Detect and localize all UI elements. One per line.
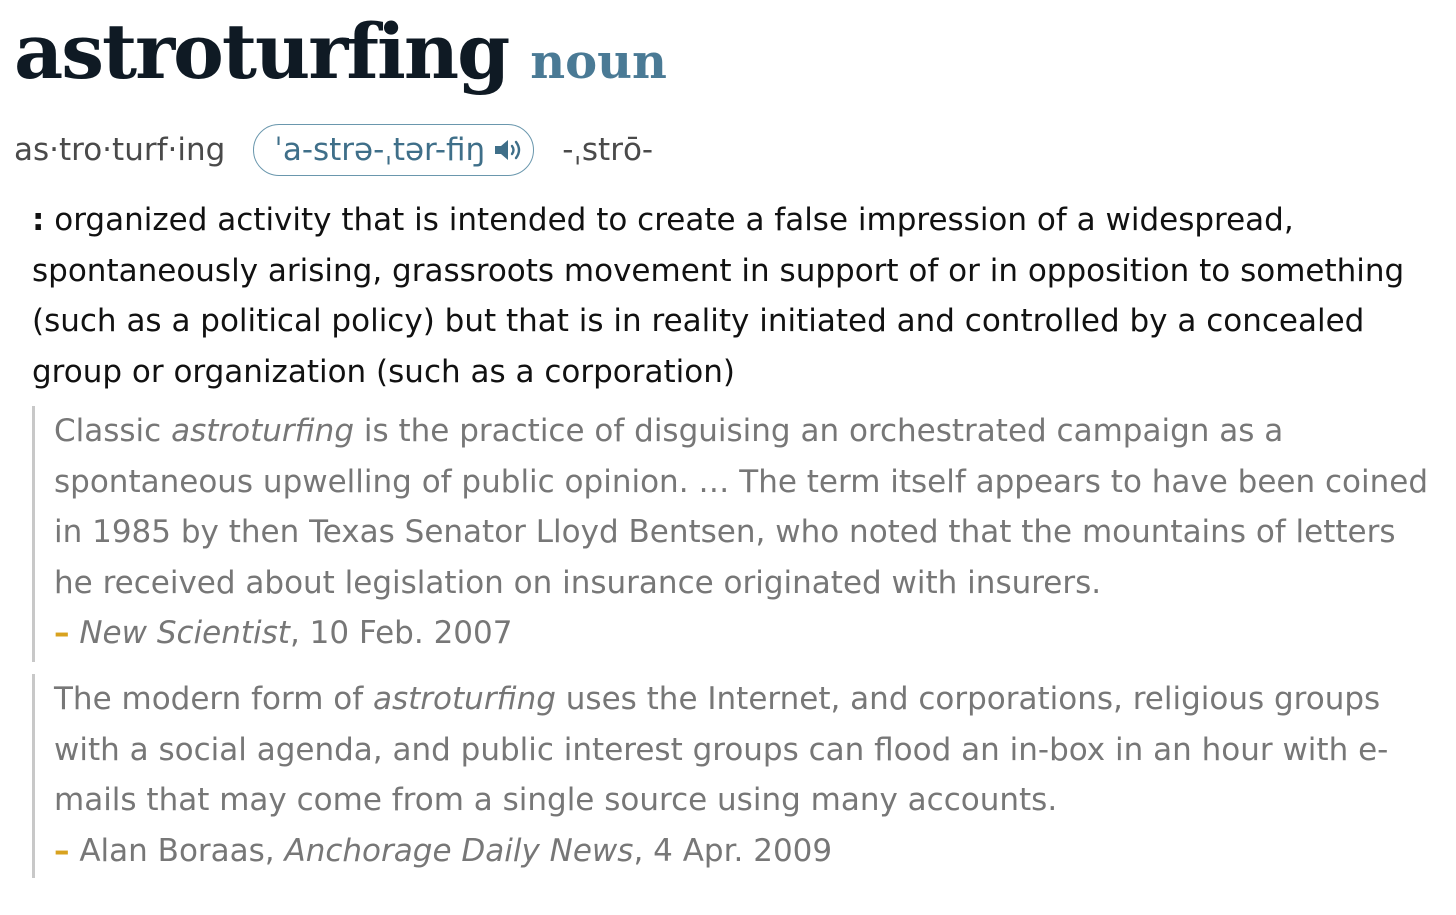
pronunciation-row: [14, 122, 653, 178]
example-term: astroturfing: [373, 681, 556, 717]
credit-author: Alan Boraas,: [69, 832, 285, 869]
pronunciation-text: ˈa-strə-ˌtər-fiŋ: [274, 132, 486, 168]
example-sentence: [32, 406, 1432, 662]
example-credit: [54, 826, 1432, 877]
headword: astroturfing: [14, 7, 509, 96]
definition: [32, 195, 1432, 397]
example-sentence: [32, 674, 1432, 878]
credit-dash: –: [54, 615, 70, 651]
credit-source: Anchorage Daily News: [284, 832, 634, 869]
alternate-pronunciation: -ˌstrō-: [562, 132, 654, 168]
example-text: The modern form of: [54, 681, 373, 717]
pronunciation-audio-button[interactable]: [253, 124, 534, 176]
example-text: uses the Internet, and corporations, religious groups with a social agenda, and public interest groups can flood an in-box in an hour with e-mails that may come from a single source using many accounts.: [54, 681, 1389, 818]
credit-dash: –: [54, 832, 70, 869]
credit-date: , 4 Apr. 2009: [633, 832, 833, 869]
example-text: is the practice of disguising an orchestrated campaign as a spontaneous upwelling of public opinion. … The term itself appears to have been coined in 1985 by then Texas Senator Lloyd Bentsen, who noted that the mountains of letters he received about legislation on insurance originated with insurers.: [54, 413, 1429, 601]
entry-header: [14, 0, 667, 104]
part-of-speech[interactable]: noun: [530, 34, 667, 90]
definition-colon: :: [32, 202, 45, 238]
example-text: Classic: [54, 413, 172, 449]
example-quote: [54, 674, 1432, 826]
syllabification: as·tro·turf·ing: [14, 132, 226, 168]
definition-text: organized activity that is intended to create a false impression of a widespread, spontaneously arising, grassroots movement in support of or in opposition to something (such as a political policy) but that is in reality initiated and controlled by a concealed group or organization (such as a corporation): [32, 202, 1405, 390]
example-credit: [54, 608, 1432, 659]
example-quote: [54, 406, 1432, 608]
credit-source: New Scientist: [79, 615, 290, 651]
speaker-icon: [493, 137, 525, 163]
example-term: astroturfing: [171, 413, 354, 449]
credit-date: , 10 Feb. 2007: [289, 615, 513, 651]
